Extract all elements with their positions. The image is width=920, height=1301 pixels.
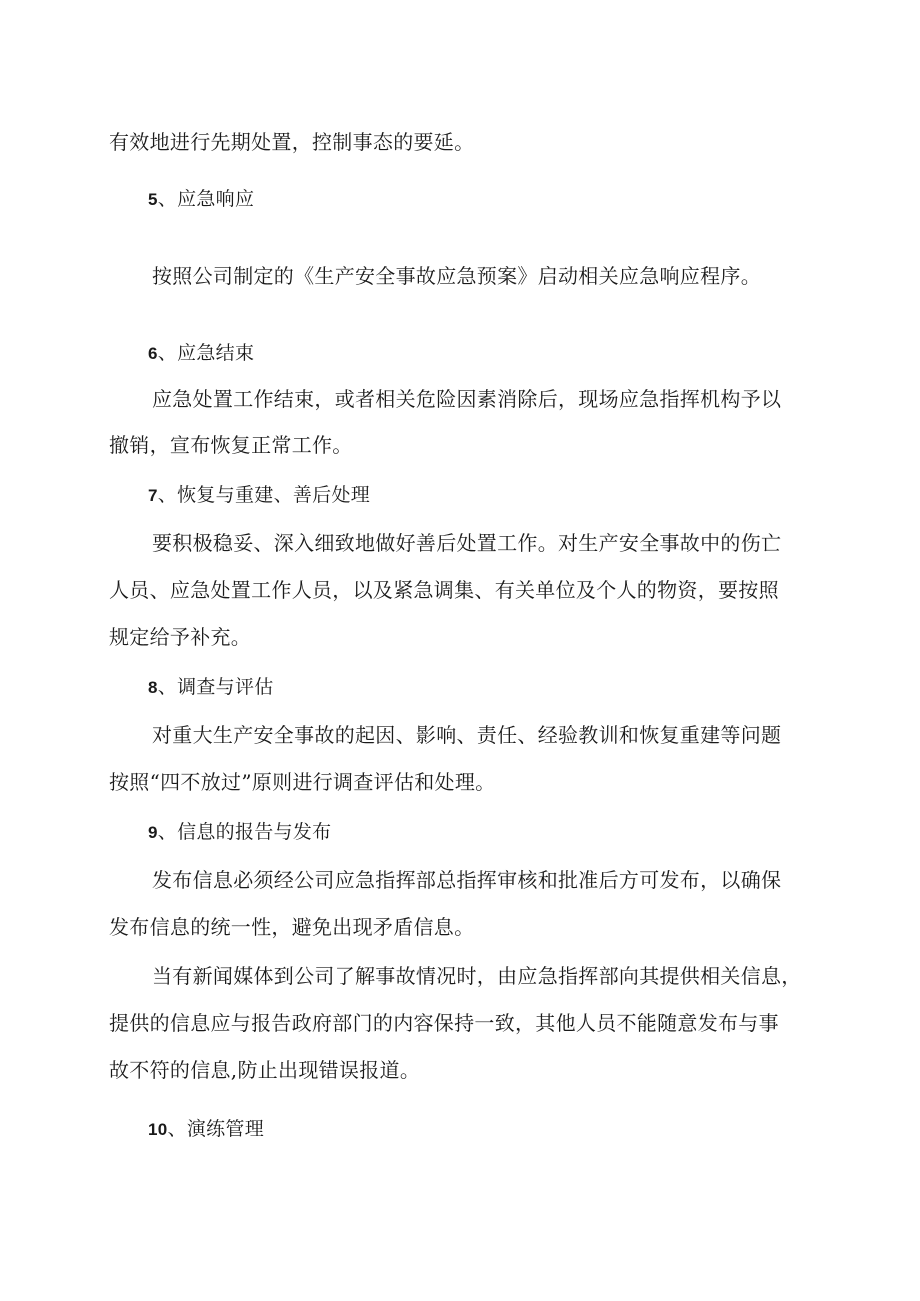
paragraph-line: 当有新闻媒体到公司了解事故情况时，由应急指挥部向其提供相关信息， [152,964,802,988]
paragraph-line: 规定给予补充。 [109,625,252,649]
section-number: 9 [148,823,158,842]
section-number: 8 [148,678,158,697]
paragraph-line: 要积极稳妥、深入细致地做好善后处置工作。对生产安全事故中的伤亡 [152,531,782,555]
section-number: 6 [148,344,158,363]
paragraph-line: 按照公司制定的《生产安全事故应急预案》启动相关应急响应程序。 [152,264,761,288]
paragraph-line: 人员、应急处置工作人员，以及紧急调集、有关单位及个人的物资，要按照 [109,578,779,602]
paragraph-line: 撤销，宣布恢复正常工作。 [109,433,353,457]
section-heading-10 [148,1115,264,1144]
section-title: 、调查与评估 [157,676,274,698]
section-heading-5 [148,185,254,214]
paragraph-line: 应急处置工作结束，或者相关危险因素消除后，现场应急指挥机构予以 [152,387,782,411]
section-heading-8 [148,673,274,702]
section-number: 7 [148,486,158,505]
section-title: 、应急结束 [157,342,255,364]
paragraph-line: 对重大生产安全事故的起因、影响、责任、经验教训和恢复重建等问题 [152,723,782,747]
section-number: 10 [148,1120,168,1139]
paragraph-line: 发布信息必须经公司应急指挥部总指挥审核和批准后方可发布，以确保 [152,868,782,892]
paragraph-line: 按照“四不放过”原则进行调查评估和处理。 [109,770,496,794]
section-title: 、信息的报告与发布 [157,821,332,843]
paragraph-line: 发布信息的统一性，避免出现矛盾信息。 [109,915,475,939]
paragraph-line: 提供的信息应与报告政府部门的内容保持一致，其他人员不能随意发布与事 [109,1011,779,1035]
section-title: 、演练管理 [167,1118,265,1140]
section-title: 、应急响应 [157,188,255,210]
paragraph-line: 故不符的信息,防止出现错误报道。 [109,1058,421,1082]
section-title: 、恢复与重建、善后处理 [157,484,371,506]
section-heading-7 [148,481,370,510]
paragraph-line: 有效地进行先期处置，控制事态的要延。 [109,130,475,154]
section-heading-9 [148,818,331,847]
section-number: 5 [148,190,158,209]
section-heading-6 [148,339,254,368]
